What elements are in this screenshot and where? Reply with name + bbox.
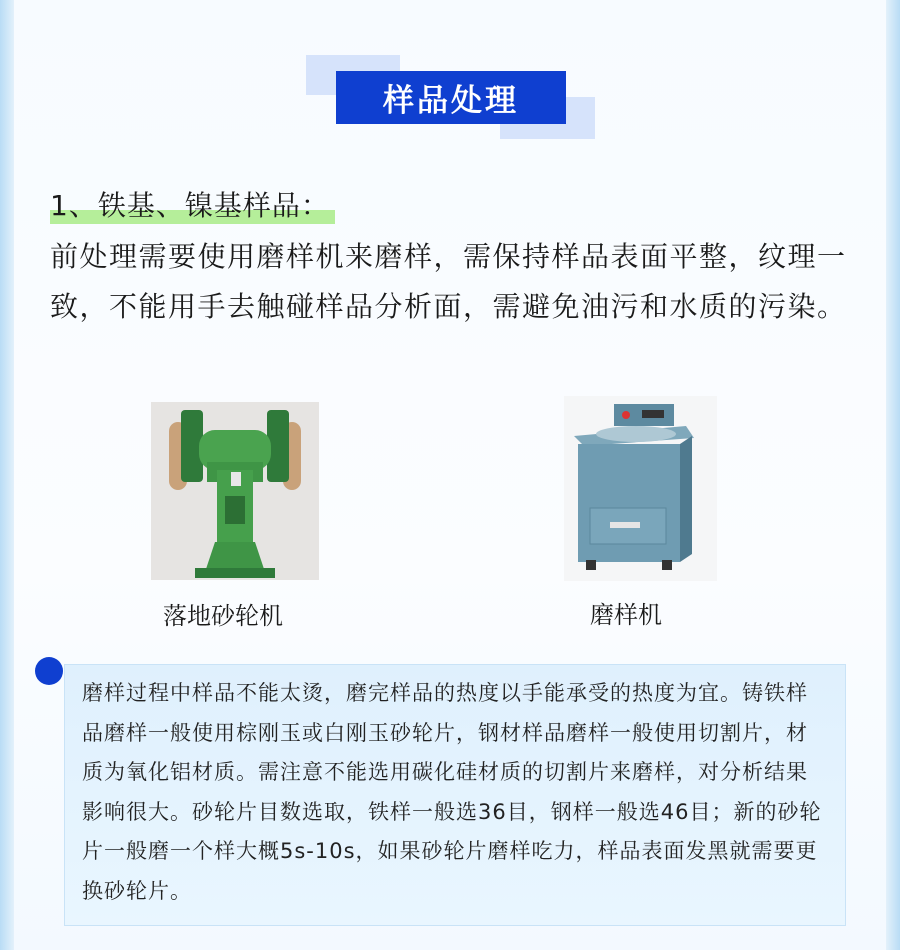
sample-grinder-icon [564,396,717,581]
right-frame [886,0,900,950]
note-bullet-icon [35,657,63,685]
bench-grinder-caption: 落地砂轮机 [163,602,283,630]
page-title: 样品处理 [336,71,566,124]
sample-grinder-image [564,396,717,581]
bench-grinder-icon [151,402,319,580]
section-heading [50,186,330,226]
sample-grinder-caption: 磨样机 [590,601,662,629]
section-heading-text: 1、铁基、镍基样品： [50,189,330,222]
bench-grinder-image [151,402,319,580]
section-paragraph: 前处理需要使用磨样机来磨样，需保持样品表面平整，纹理一致，不能用手去触碰样品分析面，需避免油污和水质的污染。 [50,240,847,323]
note-text: 磨样过程中样品不能太烫，磨完样品的热度以手能承受的热度为宜。铸铁样品磨样一般使用棕刚玉或白刚玉砂轮片，钢材样品磨样一般使用切割片，材质为氧化铝材质。需注意不能选用碳化硅材质的切割片来磨样，对分析结果影响很大。砂轮片目数选取，铁样一般选36目，钢样一般选46目；新的砂轮片一般磨一个样大概5s-10s，如果砂轮片磨样吃力，样品表面发黑就需要更换砂轮片。 [82,681,822,903]
left-frame [0,0,14,950]
